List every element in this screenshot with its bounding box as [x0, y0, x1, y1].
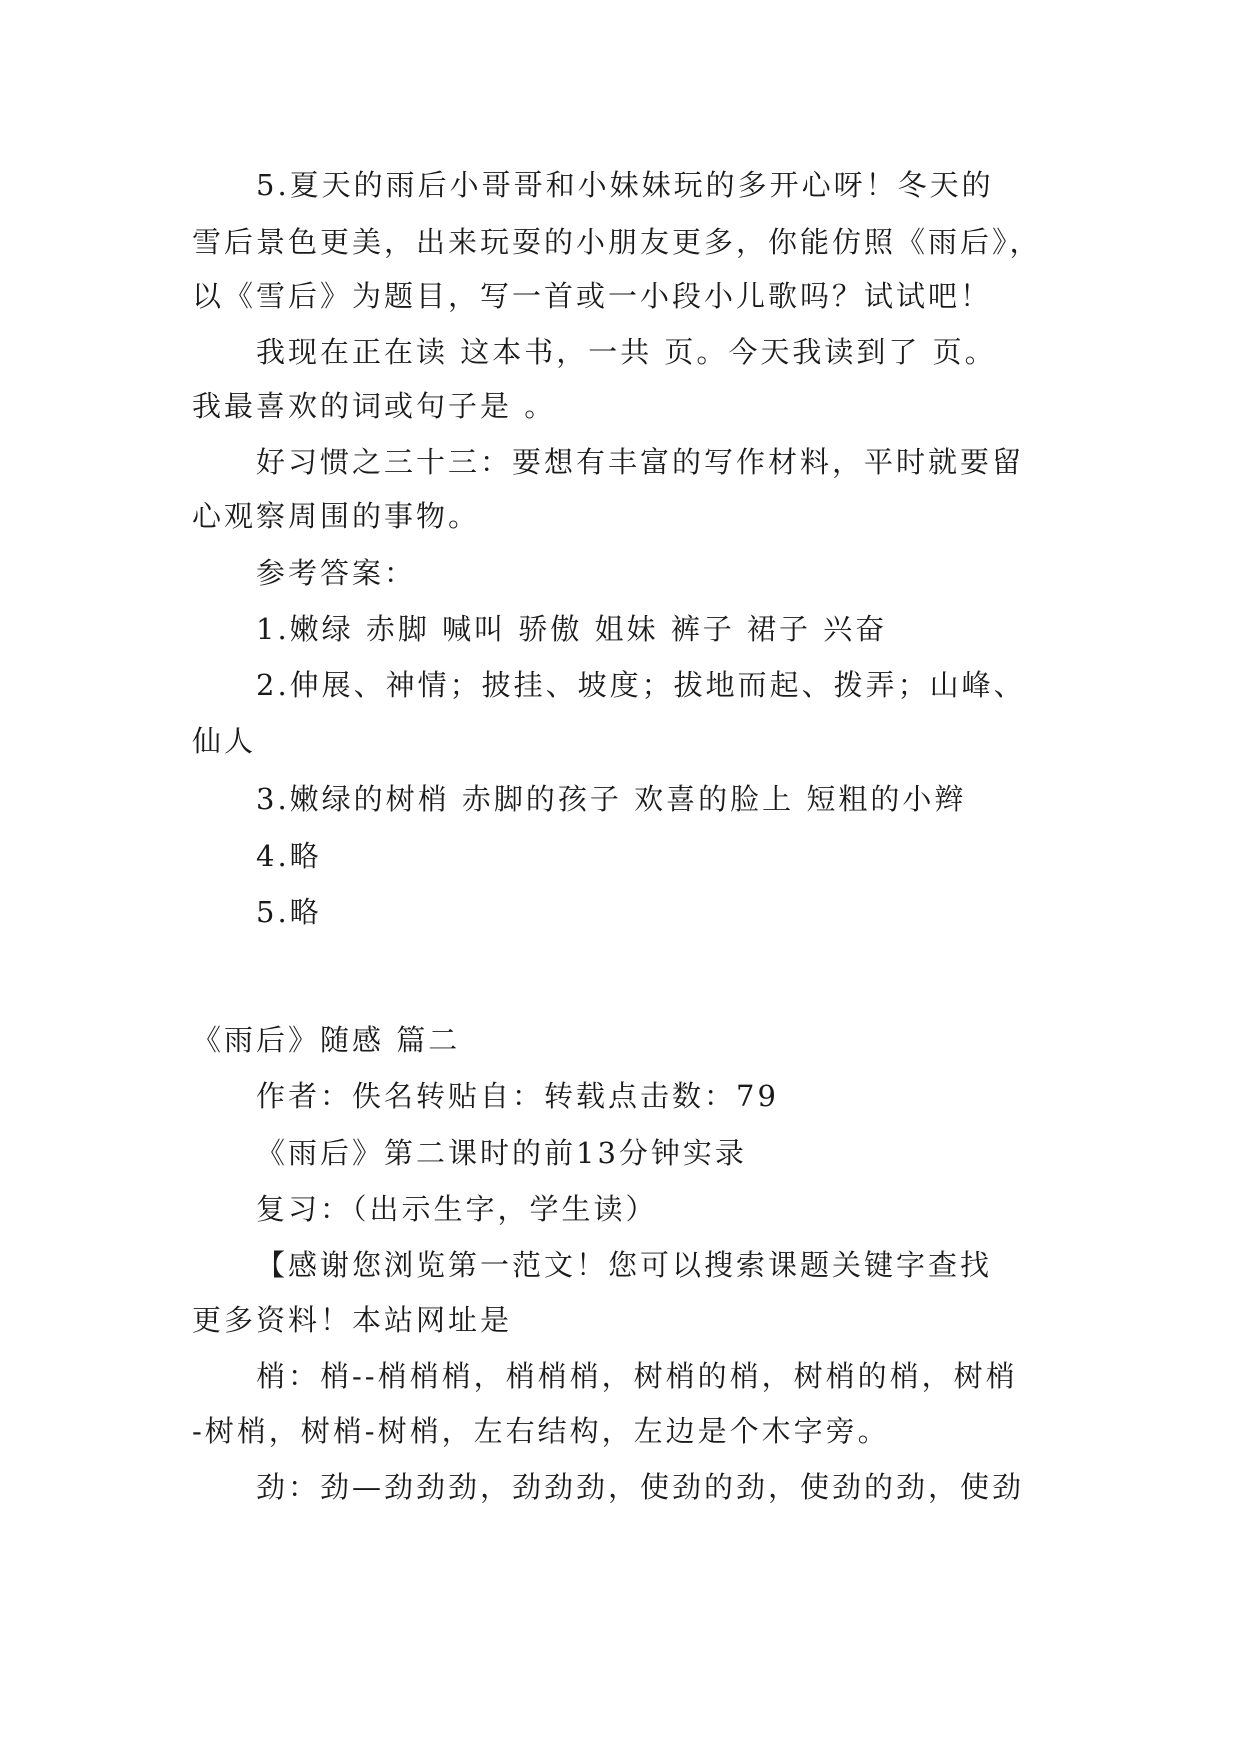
- paragraph-line: -树梢，树梢-树梢，左右结构，左边是个木字旁。: [192, 1414, 890, 1448]
- paragraph-line: 我现在正在读 这本书，一共 页。今天我读到了 页。: [256, 335, 997, 369]
- paragraph-line: 【感谢您浏览第一范文！您可以搜索课题关键字查找: [256, 1248, 993, 1282]
- answer-item: 1.嫩绿 赤脚 喊叫 骄傲 姐妹 裤子 裙子 兴奋: [256, 612, 888, 646]
- paragraph-line: 《雨后》第二课时的前13分钟实录: [256, 1136, 747, 1170]
- paragraph-line: 5.夏天的雨后小哥哥和小妹妹玩的多开心呀！冬天的: [256, 168, 994, 202]
- paragraph-line: 更多资料！本站网址是: [192, 1303, 513, 1337]
- answer-item: 4.略: [256, 839, 322, 873]
- paragraph-line: 以《雪后》为题目，写一首或一小段小儿歌吗？试试吧！: [192, 279, 993, 313]
- paragraph-line: 雪后景色更美，出来玩耍的小朋友更多，你能仿照《雨后》，: [192, 225, 1042, 259]
- answer-item: 3.嫩绿的树梢 赤脚的孩子 欢喜的脸上 短粗的小辫: [256, 782, 967, 816]
- answers-heading: 参考答案：: [256, 556, 417, 590]
- paragraph-line: 我最喜欢的词或句子是 。: [192, 389, 557, 423]
- answer-item: 仙人: [192, 724, 257, 758]
- author-line: 作者：佚名转贴自：转载点击数：79: [256, 1079, 779, 1113]
- answer-item: 5.略: [256, 895, 322, 929]
- answer-item: 2.伸展、神情；披挂、坡度；拔地而起、拨弄；山峰、: [256, 668, 1026, 702]
- paragraph-line: 好习惯之三十三：要想有丰富的写作材料，平时就要留: [256, 445, 1025, 479]
- paragraph-line: 复习：（出示生字，学生读）: [256, 1192, 658, 1226]
- paragraph-line: 心观察周围的事物。: [192, 499, 481, 533]
- paragraph-line: 梢：梢--梢梢梢，梢梢梢，树梢的梢，树梢的梢，树梢: [256, 1359, 1018, 1393]
- section-title: 《雨后》随感 篇二: [192, 1023, 461, 1057]
- paragraph-line: 劲：劲—劲劲劲，劲劲劲，使劲的劲，使劲的劲，使劲: [256, 1470, 1025, 1504]
